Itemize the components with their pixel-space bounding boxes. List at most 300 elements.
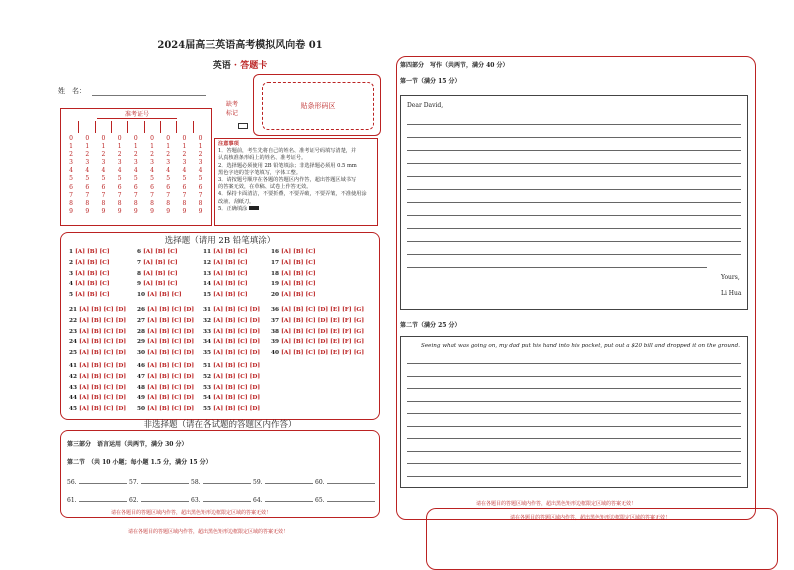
answer-options[interactable]: [A] [B] [C] [D] [E] [F] [G] [281,350,365,357]
digit-option[interactable]: 8 [85,199,90,207]
answer-options[interactable]: [A] [B] [C] [D] [147,317,195,324]
digit-option[interactable]: 6 [150,183,154,191]
notes-line: 2．选择题必须使用 2B 铅笔填涂；非选择题必须用 0.5 mm [218,162,357,169]
question-number: 5 [69,292,76,299]
blank-line[interactable] [141,495,189,502]
admission-number-title: 准考证号 [97,109,177,119]
digit-option[interactable]: 3 [133,159,138,167]
question-item[interactable] [69,395,126,401]
digit-option[interactable]: 5 [117,175,122,183]
digit-option[interactable]: 9 [85,207,90,215]
digit-option[interactable]: 1 [101,143,106,151]
digit-option[interactable]: 1 [133,143,138,151]
digit-option[interactable]: 1 [198,143,203,151]
question-number: 11 [203,249,214,255]
question-item[interactable] [271,281,316,287]
question-item[interactable] [271,292,316,298]
digit-option[interactable]: 4 [69,167,73,175]
digit-column[interactable] [95,135,111,216]
digit-option[interactable]: 4 [101,167,106,175]
question-number: 20 [271,292,282,299]
question-item[interactable] [137,395,194,401]
question-item[interactable] [203,329,260,335]
digit-option[interactable]: 8 [150,199,154,207]
answer-options[interactable]: [A] [B] [C] [281,281,316,288]
multiple-choice-title: 选择题（请用 2B 铅笔填涂） [164,236,276,246]
digit-option[interactable]: 0 [150,135,154,142]
fill-sample-mark [249,206,259,210]
question-item[interactable] [137,281,178,287]
digit-option[interactable]: 9 [166,207,171,215]
answer-options[interactable]: [A] [B] [C] [D] [79,384,127,391]
answer-options[interactable]: [A] [B] [C] [D] [147,339,195,346]
question-item[interactable] [69,249,110,255]
answer-options[interactable]: [A] [B] [C] [D] [213,363,261,369]
question-number: 3 [69,270,76,277]
answer-options[interactable]: [A] [B] [C] [D] [79,350,127,357]
digit-option[interactable]: 4 [182,167,187,175]
digit-option[interactable]: 2 [101,151,106,159]
answer-options[interactable]: [A] [B] [C] [D] [E] [F] [G] [281,339,365,346]
answer-options[interactable]: [A] [B] [C] [213,249,248,255]
digit-option[interactable]: 5 [182,175,187,183]
digit-option[interactable]: 4 [150,167,154,175]
writing-line [407,254,741,255]
digit-option[interactable]: 6 [117,183,122,191]
digit-option[interactable]: 4 [166,167,171,175]
question-number: 41 [69,363,80,369]
question-item[interactable] [203,318,260,324]
digit-option[interactable]: 3 [101,159,106,167]
exam-title: 2024届高三英语高考模拟风向卷 01 [157,40,323,51]
question-item[interactable] [271,260,316,266]
digit-option[interactable]: 3 [166,159,171,167]
answer-options[interactable]: [A] [B] [C] [75,259,110,266]
answer-options[interactable]: [A] [B] [C] [D] [79,317,127,324]
answer-options[interactable]: [A] [B] [C] [143,249,178,255]
writing-line [407,426,741,427]
digit-option[interactable]: 7 [101,191,106,199]
question-item[interactable] [203,374,260,380]
writing-box-1[interactable] [400,95,748,310]
digit-option[interactable]: 9 [182,207,187,215]
question-item[interactable] [137,292,182,298]
question-item[interactable] [69,374,126,380]
digit-option[interactable]: 8 [69,199,73,207]
digit-option[interactable]: 2 [150,151,154,159]
answer-options[interactable]: [A] [B] [C] [D] [213,317,261,324]
digit-column[interactable] [193,135,209,216]
digit-option[interactable]: 7 [182,191,187,199]
digit-option[interactable]: 4 [198,167,203,175]
digit-option[interactable]: 4 [117,167,122,175]
question-number: 33 [203,328,214,335]
question-number: 22 [69,317,80,324]
digit-column[interactable] [63,135,79,216]
digit-option[interactable]: 7 [117,191,122,199]
answer-options[interactable]: [A] [B] [C] [D] [213,384,261,391]
digit-column[interactable] [160,135,176,216]
digit-option[interactable]: 0 [101,135,106,142]
blank-number: 65. [315,497,325,504]
digit-option[interactable]: 9 [69,207,73,215]
question-item[interactable] [271,350,364,356]
writing-box-2[interactable] [400,336,748,488]
digit-option[interactable]: 0 [85,135,90,142]
blank-field[interactable] [253,477,313,486]
digit-option[interactable]: 5 [166,175,171,183]
digit-option[interactable]: 2 [85,151,90,159]
digit-option[interactable]: 6 [85,183,90,191]
digit-option[interactable]: 0 [182,135,187,142]
blank-field[interactable] [253,495,313,504]
question-item[interactable] [69,281,110,287]
question-item[interactable] [137,339,194,345]
answer-options[interactable]: [A] [B] [C] [D] [213,406,261,413]
letter-signature: Li Hua [721,290,742,297]
digit-option[interactable]: 2 [198,151,203,159]
digit-option[interactable]: 7 [150,191,154,199]
question-item[interactable] [203,350,260,356]
answer-options[interactable]: [A] [B] [C] [D] [79,373,127,380]
blank-field[interactable] [67,495,127,504]
digit-option[interactable]: 9 [133,207,138,215]
answer-options[interactable]: [A] [B] [C] [D] [213,328,261,335]
question-item[interactable] [271,318,364,324]
digit-option[interactable]: 0 [133,135,138,142]
continuation-prompt: Seeing what was going on, my dad put his hand into his pocket, put out a $20 bill and dropped it on the ground. [421,343,740,349]
digit-option[interactable]: 7 [69,191,73,199]
digit-column[interactable] [112,135,128,216]
digit-option[interactable]: 6 [198,183,203,191]
blank-field[interactable] [67,477,127,486]
answer-options[interactable]: [A] [B] [C] [D] [79,307,127,313]
question-number: 21 [69,307,80,313]
digit-option[interactable]: 6 [101,183,106,191]
answer-options[interactable]: [A] [B] [C] [75,281,110,288]
digit-option[interactable]: 0 [198,135,203,142]
writing-line [407,137,741,138]
question-item[interactable] [137,363,194,369]
question-item[interactable] [203,339,260,345]
question-item[interactable] [271,271,316,277]
answer-options[interactable]: [A] [B] [C] [75,270,110,277]
answer-options[interactable]: [A] [B] [C] [213,270,248,277]
blank-field[interactable] [129,477,189,486]
question-number: 10 [137,292,148,299]
writing-line [407,202,741,203]
digit-option[interactable]: 6 [182,183,187,191]
question-item[interactable] [203,385,260,391]
digit-option[interactable]: 3 [150,159,154,167]
question-number: 49 [137,395,148,402]
writing-line [407,451,741,452]
question-number: 24 [69,339,80,346]
blank-line[interactable] [79,495,127,502]
question-item[interactable] [203,271,248,277]
digit-option[interactable]: 8 [166,199,171,207]
writing-line [407,476,741,477]
notes-line: 认真核准条形码上的姓名、准考证号。 [218,155,307,162]
question-number: 27 [137,317,148,324]
digit-option[interactable]: 3 [69,159,73,167]
digit-option[interactable]: 1 [166,143,171,151]
digit-option[interactable]: 6 [133,183,138,191]
absent-mark-checkbox[interactable] [238,123,248,129]
digit-option[interactable]: 3 [117,159,122,167]
writing-line [407,438,741,439]
answer-options[interactable]: [A] [B] [C] [213,281,248,288]
notes-line: 4．保持卡面清洁，不要折叠，不要弄破，不要弄皱，不准使用涂 [218,191,367,198]
answer-options[interactable]: [A] [B] [C] [75,249,110,255]
question-item[interactable] [137,350,194,356]
writing-line [407,463,741,464]
answer-options[interactable]: [A] [B] [C] [D] [147,350,195,357]
question-item[interactable] [203,395,260,401]
notes-title: 注意事项 [218,141,239,147]
answer-options[interactable]: [A] [B] [C] [D] [213,373,261,380]
barcode-area: 贴条形码区 [262,82,374,130]
blank-line[interactable] [327,477,375,484]
digit-option[interactable]: 9 [198,207,203,215]
digit-option[interactable]: 8 [133,199,138,207]
answer-options[interactable]: [A] [B] [C] [143,281,178,288]
admission-number-cells[interactable] [63,121,209,133]
question-item[interactable] [203,260,248,266]
question-number: 19 [271,281,282,288]
card-label: 答题卡 [240,61,268,71]
footer-warning: 请在各题目的答题区域内作答，超出黑色矩形边框限定区域的答案无效！ [128,529,289,535]
digit-option[interactable]: 5 [85,175,90,183]
digit-option[interactable]: 8 [101,199,106,207]
digit-option[interactable]: 5 [198,175,203,183]
answer-options[interactable]: [A] [B] [C] [D] [E] [F] [G] [281,317,365,324]
digit-option[interactable]: 5 [150,175,154,183]
digit-column[interactable] [144,135,160,216]
digit-option[interactable]: 2 [133,151,138,159]
absent-mark-line2: 标记 [226,110,239,117]
answer-options[interactable]: [A] [B] [C] [D] [147,406,195,413]
blank-line[interactable] [327,495,375,502]
digit-option[interactable]: 8 [117,199,122,207]
answer-options[interactable]: [A] [B] [C] [D] [213,307,261,313]
digit-option[interactable]: 8 [198,199,203,207]
question-number: 37 [271,317,282,324]
question-item[interactable] [271,307,364,313]
digit-option[interactable]: 2 [69,151,73,159]
question-item[interactable] [69,350,126,356]
question-number: 14 [203,281,214,288]
digit-option[interactable]: 9 [101,207,106,215]
notes-box [214,138,378,226]
answer-options[interactable]: [A] [B] [C] [281,270,316,277]
question-item[interactable] [69,363,126,369]
multiple-choice-section [60,232,380,420]
answer-options[interactable]: [A] [B] [C] [D] [213,350,261,357]
digit-option[interactable]: 1 [150,143,154,151]
blank-line[interactable] [265,495,313,502]
writing-line [407,376,741,377]
blank-line[interactable] [141,477,189,484]
bottom-warning: 请在各题目的答题区域内作答，超出黑色矩形边框限定区域的答案无效！ [510,515,671,521]
writing-line [407,150,741,151]
answer-options[interactable]: [A] [B] [C] [D] [147,373,195,380]
digit-option[interactable]: 6 [69,183,73,191]
question-number: 39 [271,339,282,346]
blank-field[interactable] [315,477,375,486]
question-item[interactable] [203,406,260,412]
answer-options[interactable]: [A] [B] [C] [143,259,178,266]
name-field[interactable] [58,86,206,96]
question-number: 45 [69,406,80,413]
writing-line [407,401,741,402]
answer-options[interactable]: [A] [B] [C] [D] [79,328,127,335]
answer-options[interactable]: [A] [B] [C] [213,292,248,299]
digit-option[interactable]: 5 [133,175,138,183]
digit-column[interactable] [176,135,192,216]
answer-options[interactable]: [A] [B] [C] [D] [147,384,195,391]
digit-option[interactable]: 4 [85,167,90,175]
question-item[interactable] [203,363,260,369]
question-item[interactable] [69,292,110,298]
digit-option[interactable]: 6 [166,183,171,191]
digit-option[interactable]: 7 [133,191,138,199]
digit-option[interactable]: 9 [117,207,122,215]
answer-options[interactable]: [A] [B] [C] [D] [147,328,195,335]
digit-option[interactable]: 7 [85,191,90,199]
non-choice-title: 非选择题（请在各试题的答题区内作答） [143,420,297,430]
answer-options[interactable]: [A] [B] [C] [281,259,316,266]
writing-line [407,215,741,216]
answer-options[interactable]: [A] [B] [C] [D] [147,363,195,369]
question-item[interactable] [69,339,126,345]
answer-options[interactable]: [A] [B] [C] [D] [79,395,127,402]
question-item[interactable] [271,329,364,335]
question-item[interactable] [203,281,248,287]
digit-option[interactable]: 1 [85,143,90,151]
notes-line: 3．请按题号顺序在各题的答题区内作答，超出答题区域书写 [218,177,357,184]
blank-field[interactable] [191,495,251,504]
digit-option[interactable]: 1 [182,143,187,151]
answer-options[interactable]: [A] [B] [C] [D] [147,395,195,402]
question-item[interactable] [69,406,126,412]
question-item[interactable] [69,329,126,335]
digit-option[interactable]: 7 [166,191,171,199]
blank-field[interactable] [315,495,375,504]
question-number: 44 [69,395,80,402]
question-item[interactable] [69,385,126,391]
answer-options[interactable]: [A] [B] [C] [147,292,182,299]
name-line[interactable] [92,87,206,96]
blank-line[interactable] [203,477,251,484]
writing-line [407,228,741,229]
question-item[interactable] [137,406,194,412]
digit-option[interactable]: 0 [166,135,171,142]
answer-options[interactable]: [A] [B] [C] [D] [79,339,127,346]
digit-option[interactable]: 0 [69,135,73,142]
answer-options[interactable]: [A] [B] [C] [D] [147,307,195,313]
digit-option[interactable]: 2 [166,151,171,159]
answer-options[interactable]: [A] [B] [C] [D] [213,395,261,402]
question-item[interactable] [137,329,194,335]
blank-field[interactable] [129,495,189,504]
notes-fill-sample [218,206,374,213]
part3-section2-title: 第二节 （共 10 小题；每小题 1.5 分，满分 15 分） [67,459,212,466]
blank-number: 64. [253,497,263,504]
answer-options[interactable]: [A] [B] [C] [281,249,316,255]
question-item[interactable] [137,307,194,313]
digit-option[interactable]: 4 [133,167,138,175]
question-number: 23 [69,328,80,335]
fill-sample-label: 5．正确填涂 [218,205,248,212]
digit-option[interactable]: 5 [101,175,106,183]
digit-option[interactable]: 3 [198,159,203,167]
question-item[interactable] [69,271,110,277]
name-label: 姓 名： [58,87,86,95]
answer-options[interactable]: [A] [B] [C] [75,292,110,299]
admission-digit-grid[interactable] [63,135,209,216]
writing-line [407,363,741,364]
answer-options[interactable]: [A] [B] [C] [281,292,316,299]
question-number: 7 [137,259,144,266]
question-item[interactable] [69,318,126,324]
digit-option[interactable]: 2 [182,151,187,159]
digit-option[interactable]: 8 [182,199,187,207]
answer-options[interactable]: [A] [B] [C] [213,259,248,266]
digit-option[interactable]: 5 [69,175,73,183]
blank-line[interactable] [79,477,127,484]
question-item[interactable] [137,260,178,266]
question-item[interactable] [137,271,178,277]
question-item[interactable] [69,307,126,313]
writing-line [407,413,741,414]
digit-column[interactable] [79,135,95,216]
question-item[interactable] [137,249,178,255]
question-number: 8 [137,270,144,277]
digit-option[interactable]: 9 [150,207,154,215]
question-item[interactable] [271,249,316,255]
answer-options[interactable]: [A] [B] [C] [D] [E] [F] [G] [281,307,365,313]
question-item[interactable] [271,339,364,345]
question-item[interactable] [203,249,248,255]
answer-options[interactable]: [A] [B] [C] [D] [213,339,261,346]
blank-line[interactable] [265,477,313,484]
digit-option[interactable]: 2 [117,151,122,159]
question-item[interactable] [137,385,194,391]
question-item[interactable] [203,307,260,313]
digit-option[interactable]: 1 [117,143,122,151]
answer-options[interactable]: [A] [B] [C] [D] [79,406,127,413]
question-item[interactable] [137,318,194,324]
blank-line[interactable] [203,495,251,502]
blank-field[interactable] [191,477,251,486]
digit-option[interactable]: 0 [117,135,122,142]
answer-options[interactable]: [A] [B] [C] [D] [E] [F] [G] [281,328,365,335]
digit-option[interactable]: 3 [182,159,187,167]
digit-option[interactable]: 7 [198,191,203,199]
digit-column[interactable] [128,135,144,216]
digit-option[interactable]: 3 [85,159,90,167]
question-item[interactable] [203,292,248,298]
digit-option[interactable]: 1 [69,143,73,151]
question-number: 36 [271,307,282,313]
question-item[interactable] [137,374,194,380]
question-number: 12 [203,259,214,266]
question-number: 18 [271,270,282,277]
answer-options[interactable]: [A] [B] [C] [143,270,178,277]
answer-options[interactable]: [A] [B] [C] [D] [79,363,127,369]
question-item[interactable] [69,260,110,266]
